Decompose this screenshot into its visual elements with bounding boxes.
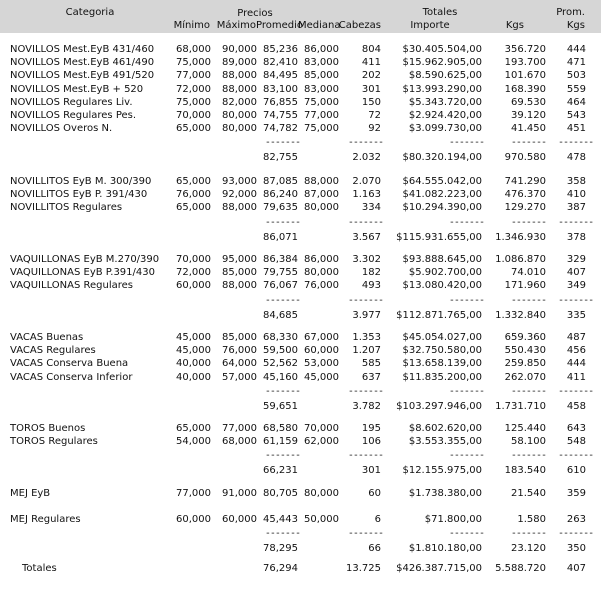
cell-max: 60,000 bbox=[222, 514, 257, 525]
cell-min: 65,000 bbox=[176, 123, 211, 135]
cell-min: 72,000 bbox=[176, 267, 211, 279]
cell-cab: 3.302 bbox=[352, 254, 381, 265]
cell-cat: TOROS Buenos bbox=[10, 423, 86, 434]
cell-cat: VAQUILLONAS Regulares bbox=[10, 280, 134, 292]
cell-cab: 334 bbox=[361, 202, 381, 214]
cell-med: 87,000 bbox=[304, 189, 339, 201]
cell-cat: NOVILLOS Mest.EyB 431/460 bbox=[10, 44, 155, 55]
cell-max: 88,000 bbox=[222, 83, 257, 95]
cell-pkg: 464 bbox=[566, 96, 586, 108]
cell-max: 68,000 bbox=[222, 436, 257, 448]
cell-max: 91,000 bbox=[222, 488, 257, 499]
cell-pkg: 407 bbox=[566, 267, 586, 279]
subtotal-separator: ------- bbox=[448, 528, 484, 540]
grand-total-label: Totales bbox=[22, 563, 57, 574]
subtotal-cab: 2.032 bbox=[352, 152, 381, 164]
subtotal-separator: ------- bbox=[347, 528, 383, 540]
subtotal-kgs: 1.332.840 bbox=[495, 309, 546, 321]
cell-kgs: 171.960 bbox=[504, 280, 546, 292]
cell-min: 75,000 bbox=[176, 57, 211, 69]
header-maximo: Máximo bbox=[216, 20, 256, 31]
cell-med: 85,000 bbox=[304, 70, 339, 82]
cell-min: 40,000 bbox=[176, 358, 211, 370]
subtotal-pkg: 335 bbox=[566, 309, 586, 321]
cell-cat: VACAS Conserva Buena bbox=[10, 358, 129, 370]
cell-med: 45,000 bbox=[304, 371, 339, 383]
cell-cab: 804 bbox=[361, 44, 381, 55]
cell-cat: NOVILLITOS EyB P. 391/430 bbox=[10, 189, 148, 201]
cell-pkg: 444 bbox=[566, 358, 586, 370]
subtotal-cab: 301 bbox=[361, 465, 381, 477]
header-precios: Precios bbox=[237, 8, 273, 19]
subtotal-separator: ------- bbox=[558, 216, 594, 228]
cell-prom: 61,159 bbox=[263, 436, 298, 448]
cell-imp: $8.602.620,00 bbox=[408, 423, 482, 434]
subtotal-separator: ------- bbox=[448, 137, 484, 149]
cell-min: 65,000 bbox=[176, 176, 211, 187]
header-prom-kgs: Kgs bbox=[566, 20, 585, 31]
cell-pkg: 559 bbox=[566, 83, 586, 95]
header-totales: Totales bbox=[422, 7, 458, 18]
subtotal-separator: ------- bbox=[264, 137, 300, 149]
cell-prom: 86,240 bbox=[263, 189, 298, 201]
cell-kgs: 741.290 bbox=[504, 176, 546, 187]
cell-cab: 637 bbox=[361, 371, 381, 383]
cell-cab: 202 bbox=[361, 70, 381, 82]
cell-pkg: 410 bbox=[566, 189, 586, 201]
cell-min: 70,000 bbox=[176, 254, 211, 265]
cell-min: 72,000 bbox=[176, 83, 211, 95]
cell-cat: NOVILLOS Overos N. bbox=[10, 123, 113, 135]
cell-min: 45,000 bbox=[176, 332, 211, 343]
cell-med: 77,000 bbox=[304, 110, 339, 121]
subtotal-pkg: 478 bbox=[566, 152, 586, 164]
cell-prom: 52,562 bbox=[263, 358, 298, 370]
cell-imp: $13.080.420,00 bbox=[402, 280, 482, 292]
cell-cat: VAQUILLONAS EyB M.270/390 bbox=[10, 254, 160, 265]
cell-max: 77,000 bbox=[222, 423, 257, 434]
subtotal-kgs: 970.580 bbox=[504, 152, 546, 164]
cell-max: 82,000 bbox=[222, 96, 257, 108]
cell-cab: 60 bbox=[368, 488, 381, 499]
cell-kgs: 356.720 bbox=[504, 44, 546, 55]
subtotal-separator: ------- bbox=[264, 528, 300, 540]
cell-imp: $13.658.139,00 bbox=[402, 358, 482, 370]
subtotal-separator: ------- bbox=[347, 137, 383, 149]
subtotal-prom: 59,651 bbox=[263, 400, 298, 412]
cell-cat: NOVILLITOS EyB M. 300/390 bbox=[10, 176, 152, 187]
header-categoria: Categoria bbox=[65, 7, 115, 18]
cell-imp: $71.800,00 bbox=[424, 514, 482, 525]
cell-max: 93,000 bbox=[222, 176, 257, 187]
cell-cat: NOVILLOS Mest.EyB + 520 bbox=[10, 83, 144, 95]
cell-max: 64,000 bbox=[222, 358, 257, 370]
grand-total-kgs: 5.588.720 bbox=[495, 563, 546, 574]
subtotal-imp: $103.297.946,00 bbox=[396, 400, 482, 412]
cell-kgs: 168.390 bbox=[504, 83, 546, 95]
header-promedio: Promedio bbox=[256, 20, 304, 31]
cell-max: 85,000 bbox=[222, 332, 257, 343]
cell-cat: NOVILLOS Regulares Pes. bbox=[10, 110, 137, 121]
cell-prom: 85,236 bbox=[263, 44, 298, 55]
header-cabezas: Cabezas bbox=[338, 20, 381, 31]
cell-imp: $10.294.390,00 bbox=[402, 202, 482, 214]
cell-prom: 84,495 bbox=[263, 70, 298, 82]
subtotal-prom: 86,071 bbox=[263, 231, 298, 243]
cell-prom: 74,782 bbox=[263, 123, 298, 135]
subtotal-separator: ------- bbox=[510, 137, 546, 149]
cell-kgs: 21.540 bbox=[511, 488, 546, 499]
subtotal-cab: 3.782 bbox=[352, 400, 381, 412]
subtotal-cab: 3.567 bbox=[352, 231, 381, 243]
cell-med: 83,000 bbox=[304, 57, 339, 69]
cell-min: 45,000 bbox=[176, 345, 211, 357]
cell-cab: 195 bbox=[361, 423, 381, 434]
subtotal-imp: $115.931.655,00 bbox=[396, 231, 482, 243]
subtotal-separator: ------- bbox=[264, 385, 300, 397]
cell-max: 80,000 bbox=[222, 110, 257, 121]
cell-min: 68,000 bbox=[176, 44, 211, 55]
cell-imp: $45.054.027,00 bbox=[402, 332, 482, 343]
subtotal-separator: ------- bbox=[448, 450, 484, 462]
cell-pkg: 548 bbox=[566, 436, 586, 448]
cell-kgs: 550.430 bbox=[504, 345, 546, 357]
cell-med: 80,000 bbox=[304, 488, 339, 499]
cell-pkg: 411 bbox=[566, 371, 586, 383]
cell-pkg: 444 bbox=[566, 44, 586, 55]
subtotal-imp: $80.320.194,00 bbox=[402, 152, 482, 164]
cell-med: 75,000 bbox=[304, 123, 339, 135]
cell-min: 65,000 bbox=[176, 423, 211, 434]
subtotal-separator: ------- bbox=[347, 294, 383, 306]
cell-cab: 585 bbox=[361, 358, 381, 370]
cell-prom: 68,580 bbox=[263, 423, 298, 434]
cell-min: 40,000 bbox=[176, 371, 211, 383]
subtotal-separator: ------- bbox=[558, 450, 594, 462]
header-prom: Prom. bbox=[556, 7, 585, 18]
cell-cab: 1.207 bbox=[352, 345, 381, 357]
cell-prom: 86,384 bbox=[263, 254, 298, 265]
cell-cat: VACAS Conserva Inferior bbox=[10, 371, 133, 383]
subtotal-pkg: 378 bbox=[566, 231, 586, 243]
cell-imp: $41.082.223,00 bbox=[402, 189, 482, 201]
subtotal-separator: ------- bbox=[510, 216, 546, 228]
cell-kgs: 74.010 bbox=[511, 267, 546, 279]
subtotal-prom: 78,295 bbox=[263, 543, 298, 555]
cell-prom: 59,500 bbox=[263, 345, 298, 357]
cell-kgs: 39.120 bbox=[511, 110, 546, 121]
cell-min: 60,000 bbox=[176, 514, 211, 525]
cell-imp: $13.993.290,00 bbox=[402, 83, 482, 95]
cell-prom: 74,755 bbox=[263, 110, 298, 121]
cell-imp: $11.835.200,00 bbox=[402, 371, 482, 383]
cell-cab: 6 bbox=[374, 514, 381, 525]
cell-max: 57,000 bbox=[222, 371, 257, 383]
cell-kgs: 259.850 bbox=[504, 358, 546, 370]
subtotal-separator: ------- bbox=[510, 385, 546, 397]
cell-prom: 76,855 bbox=[263, 96, 298, 108]
cell-imp: $3.553.355,00 bbox=[408, 436, 482, 448]
cell-max: 76,000 bbox=[222, 345, 257, 357]
subtotal-separator: ------- bbox=[264, 294, 300, 306]
cell-max: 88,000 bbox=[222, 70, 257, 82]
cell-prom: 76,067 bbox=[263, 280, 298, 292]
cell-kgs: 129.270 bbox=[504, 202, 546, 214]
cell-min: 76,000 bbox=[176, 189, 211, 201]
cell-imp: $32.750.580,00 bbox=[402, 345, 482, 357]
subtotal-imp: $112.871.765,00 bbox=[396, 309, 482, 321]
cell-pkg: 543 bbox=[566, 110, 586, 121]
cell-prom: 45,443 bbox=[263, 514, 298, 525]
cell-kgs: 262.070 bbox=[504, 371, 546, 383]
cell-imp: $15.962.905,00 bbox=[402, 57, 482, 69]
cell-pkg: 329 bbox=[566, 254, 586, 265]
cell-med: 83,000 bbox=[304, 83, 339, 95]
cell-kgs: 69.530 bbox=[511, 96, 546, 108]
cell-imp: $93.888.645,00 bbox=[402, 254, 482, 265]
cell-pkg: 503 bbox=[566, 70, 586, 82]
cell-cat: NOVILLOS Mest.EyB 491/520 bbox=[10, 70, 155, 82]
cell-kgs: 1.086.870 bbox=[495, 254, 546, 265]
cell-min: 60,000 bbox=[176, 280, 211, 292]
subtotal-imp: $1.810.180,00 bbox=[408, 543, 482, 555]
cell-min: 65,000 bbox=[176, 202, 211, 214]
cell-med: 86,000 bbox=[304, 44, 339, 55]
cell-med: 50,000 bbox=[304, 514, 339, 525]
header-mediana: Mediana bbox=[298, 20, 341, 31]
subtotal-separator: ------- bbox=[347, 450, 383, 462]
cell-kgs: 125.440 bbox=[504, 423, 546, 434]
cell-max: 95,000 bbox=[222, 254, 257, 265]
cell-kgs: 101.670 bbox=[504, 70, 546, 82]
cell-max: 88,000 bbox=[222, 202, 257, 214]
cell-cat: VACAS Regulares bbox=[10, 345, 96, 357]
cell-kgs: 58.100 bbox=[511, 436, 546, 448]
grand-total-pkg: 407 bbox=[566, 563, 586, 574]
cell-kgs: 659.360 bbox=[504, 332, 546, 343]
cell-med: 80,000 bbox=[304, 267, 339, 279]
subtotal-separator: ------- bbox=[264, 216, 300, 228]
cell-prom: 80,705 bbox=[263, 488, 298, 499]
subtotal-separator: ------- bbox=[448, 294, 484, 306]
header-minimo: Mínimo bbox=[173, 20, 210, 31]
subtotal-separator: ------- bbox=[347, 385, 383, 397]
subtotal-pkg: 458 bbox=[566, 400, 586, 412]
cell-max: 90,000 bbox=[222, 44, 257, 55]
cell-max: 92,000 bbox=[222, 189, 257, 201]
cell-cab: 493 bbox=[361, 280, 381, 292]
cell-prom: 45,160 bbox=[263, 371, 298, 383]
cell-prom: 79,635 bbox=[263, 202, 298, 214]
cell-max: 89,000 bbox=[222, 57, 257, 69]
subtotal-separator: ------- bbox=[510, 450, 546, 462]
subtotal-separator: ------- bbox=[558, 137, 594, 149]
cell-cat: TOROS Regulares bbox=[10, 436, 98, 448]
subtotal-separator: ------- bbox=[558, 385, 594, 397]
grand-total-imp: $426.387.715,00 bbox=[396, 563, 482, 574]
subtotal-kgs: 183.540 bbox=[504, 465, 546, 477]
subtotal-kgs: 23.120 bbox=[511, 543, 546, 555]
cell-pkg: 387 bbox=[566, 202, 586, 214]
cell-imp: $30.405.504,00 bbox=[402, 44, 482, 55]
cell-pkg: 456 bbox=[566, 345, 586, 357]
subtotal-pkg: 610 bbox=[566, 465, 586, 477]
subtotal-separator: ------- bbox=[558, 528, 594, 540]
cell-cab: 2.070 bbox=[352, 176, 381, 187]
cell-kgs: 193.700 bbox=[504, 57, 546, 69]
cell-min: 70,000 bbox=[176, 110, 211, 121]
header-importe: Importe bbox=[410, 20, 450, 31]
grand-total-prom: 76,294 bbox=[263, 563, 298, 574]
cell-med: 62,000 bbox=[304, 436, 339, 448]
cell-prom: 83,100 bbox=[263, 83, 298, 95]
cell-med: 80,000 bbox=[304, 202, 339, 214]
subtotal-prom: 84,685 bbox=[263, 309, 298, 321]
cell-kgs: 1.580 bbox=[517, 514, 546, 525]
subtotal-imp: $12.155.975,00 bbox=[402, 465, 482, 477]
cell-prom: 68,330 bbox=[263, 332, 298, 343]
cell-cab: 1.353 bbox=[352, 332, 381, 343]
cell-max: 80,000 bbox=[222, 123, 257, 135]
cell-prom: 87,085 bbox=[263, 176, 298, 187]
cell-cat: VACAS Buenas bbox=[10, 332, 84, 343]
subtotal-separator: ------- bbox=[264, 450, 300, 462]
cell-pkg: 263 bbox=[566, 514, 586, 525]
subtotal-separator: ------- bbox=[448, 216, 484, 228]
cell-cat: NOVILLOS Regulares Liv. bbox=[10, 96, 133, 108]
cell-med: 60,000 bbox=[304, 345, 339, 357]
cell-cab: 150 bbox=[361, 96, 381, 108]
cell-cab: 72 bbox=[368, 110, 381, 121]
cell-cat: NOVILLITOS Regulares bbox=[10, 202, 123, 214]
cell-med: 86,000 bbox=[304, 254, 339, 265]
cell-imp: $5.343.720,00 bbox=[408, 96, 482, 108]
cell-min: 77,000 bbox=[176, 70, 211, 82]
cell-imp: $1.738.380,00 bbox=[408, 488, 482, 499]
cell-kgs: 476.370 bbox=[504, 189, 546, 201]
cell-med: 70,000 bbox=[304, 423, 339, 434]
subtotal-separator: ------- bbox=[448, 385, 484, 397]
cell-med: 53,000 bbox=[304, 358, 339, 370]
cell-min: 75,000 bbox=[176, 96, 211, 108]
header-kgs: Kgs bbox=[505, 20, 524, 31]
cell-min: 54,000 bbox=[176, 436, 211, 448]
subtotal-pkg: 350 bbox=[566, 543, 586, 555]
cell-pkg: 359 bbox=[566, 488, 586, 499]
cell-cat: MEJ EyB bbox=[10, 488, 51, 499]
cell-cat: NOVILLOS Mest.EyB 461/490 bbox=[10, 57, 155, 69]
cell-cab: 92 bbox=[368, 123, 381, 135]
subtotal-separator: ------- bbox=[558, 294, 594, 306]
subtotal-kgs: 1.731.710 bbox=[495, 400, 546, 412]
grand-total-cab: 13.725 bbox=[346, 563, 381, 574]
cell-imp: $3.099.730,00 bbox=[408, 123, 482, 135]
cell-pkg: 643 bbox=[566, 423, 586, 434]
cell-cab: 411 bbox=[361, 57, 381, 69]
cell-med: 67,000 bbox=[304, 332, 339, 343]
cell-kgs: 41.450 bbox=[511, 123, 546, 135]
subtotal-cab: 3.977 bbox=[352, 309, 381, 321]
cell-cat: VAQUILLONAS EyB P.391/430 bbox=[10, 267, 155, 279]
subtotal-prom: 82,755 bbox=[263, 152, 298, 164]
cell-prom: 79,755 bbox=[263, 267, 298, 279]
subtotal-prom: 66,231 bbox=[263, 465, 298, 477]
cell-pkg: 471 bbox=[566, 57, 586, 69]
subtotal-separator: ------- bbox=[510, 294, 546, 306]
cell-imp: $5.902.700,00 bbox=[408, 267, 482, 279]
cell-cab: 301 bbox=[361, 83, 381, 95]
cell-max: 88,000 bbox=[222, 280, 257, 292]
subtotal-separator: ------- bbox=[510, 528, 546, 540]
cell-cat: MEJ Regulares bbox=[10, 514, 81, 525]
subtotal-cab: 66 bbox=[368, 543, 381, 555]
cell-pkg: 349 bbox=[566, 280, 586, 292]
cell-imp: $64.555.042,00 bbox=[402, 176, 482, 187]
cell-pkg: 487 bbox=[566, 332, 586, 343]
cell-med: 75,000 bbox=[304, 96, 339, 108]
cell-cab: 1.163 bbox=[352, 189, 381, 201]
cell-max: 85,000 bbox=[222, 267, 257, 279]
cell-imp: $2.924.420,00 bbox=[408, 110, 482, 121]
cell-cab: 182 bbox=[361, 267, 381, 279]
cell-imp: $8.590.625,00 bbox=[408, 70, 482, 82]
cell-min: 77,000 bbox=[176, 488, 211, 499]
cell-cab: 106 bbox=[361, 436, 381, 448]
cell-pkg: 358 bbox=[566, 176, 586, 187]
cell-prom: 82,410 bbox=[263, 57, 298, 69]
subtotal-separator: ------- bbox=[347, 216, 383, 228]
cell-pkg: 451 bbox=[566, 123, 586, 135]
cell-med: 88,000 bbox=[304, 176, 339, 187]
cell-med: 76,000 bbox=[304, 280, 339, 292]
subtotal-kgs: 1.346.930 bbox=[495, 231, 546, 243]
